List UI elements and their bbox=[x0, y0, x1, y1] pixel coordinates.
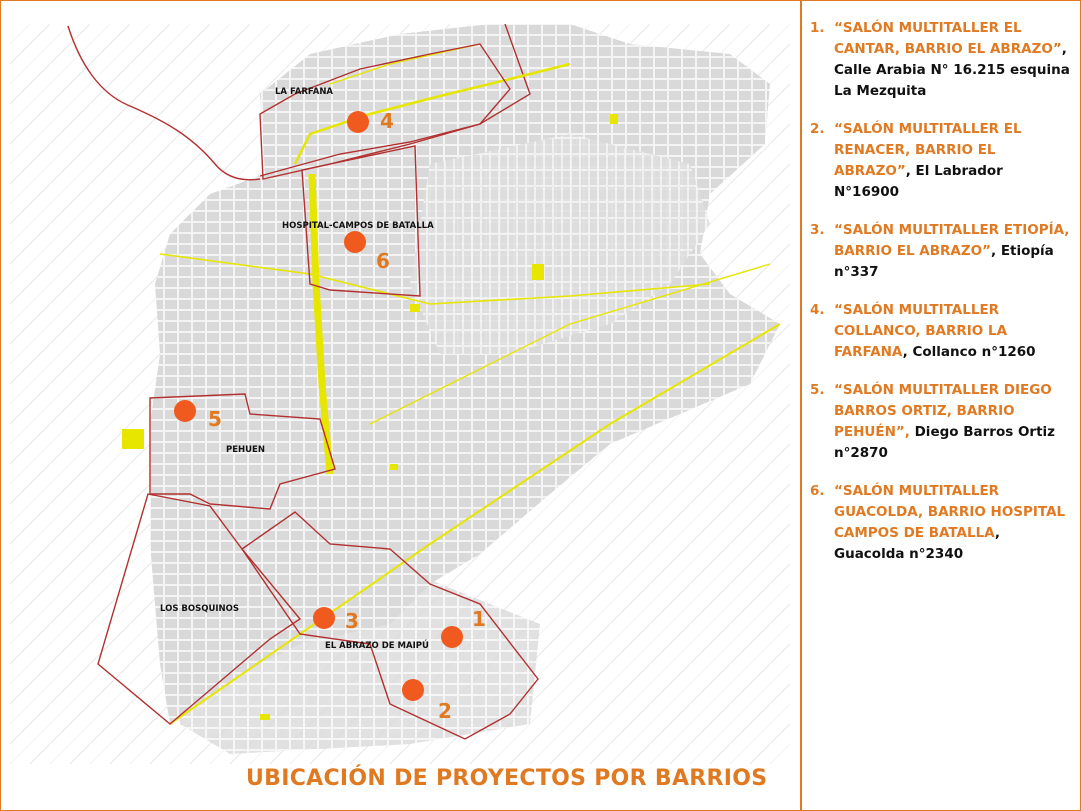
project-legend bbox=[810, 18, 1072, 582]
marker-dot bbox=[441, 626, 463, 648]
map-area bbox=[10, 24, 790, 764]
marker-number: 1 bbox=[472, 607, 486, 631]
marker-dot bbox=[313, 607, 335, 629]
city-map bbox=[10, 24, 790, 764]
legend-text bbox=[834, 481, 1072, 565]
panel-divider bbox=[800, 0, 802, 811]
legend-project-name: “SALÓN MULTITALLER EL CANTAR, BARRIO EL ABRAZO” bbox=[834, 20, 1062, 57]
park-1 bbox=[122, 429, 144, 449]
legend-project-name: “SALÓN MULTITALLER DIEGO BARROS ORTIZ, BARRIO PEHUÉN”, bbox=[834, 382, 1052, 440]
park-5 bbox=[610, 114, 618, 124]
park-2 bbox=[532, 264, 544, 280]
barrio-label-la-farfana: LA FARFANA bbox=[275, 87, 334, 97]
legend-item-2 bbox=[810, 119, 1072, 203]
legend-text bbox=[834, 300, 1072, 363]
legend-item-5 bbox=[810, 380, 1072, 464]
marker-dot bbox=[347, 111, 369, 133]
legend-item-4 bbox=[810, 300, 1072, 363]
legend-address: , Collanco n°1260 bbox=[902, 344, 1036, 360]
marker-dot bbox=[344, 231, 366, 253]
legend-number: 5. bbox=[810, 382, 825, 398]
legend-address: , El Labrador N°16900 bbox=[834, 163, 1003, 200]
legend-number: 3. bbox=[810, 222, 825, 238]
legend-number: 6. bbox=[810, 483, 825, 499]
legend-number: 2. bbox=[810, 121, 825, 137]
legend-text bbox=[834, 119, 1072, 203]
marker-dot bbox=[402, 679, 424, 701]
marker-dot bbox=[174, 400, 196, 422]
legend-address: , Guacolda n°2340 bbox=[834, 525, 1001, 562]
marker-number: 5 bbox=[208, 407, 222, 431]
legend-text bbox=[834, 220, 1072, 283]
map-title: UBICACIÓN DE PROYECTOS POR BARRIOS bbox=[246, 766, 768, 791]
legend-project-name: “SALÓN MULTITALLER COLLANCO, BARRIO LA FARFANA bbox=[834, 302, 1008, 360]
legend-text bbox=[834, 380, 1072, 464]
legend-text bbox=[834, 18, 1072, 102]
legend-address: , Etiopía n°337 bbox=[834, 243, 1054, 280]
legend-address: Diego Barros Ortiz n°2870 bbox=[834, 424, 1056, 461]
barrio-label-pehuen: PEHUEN bbox=[226, 445, 265, 455]
park-6 bbox=[260, 714, 270, 720]
legend-address: , Calle Arabia N° 16.215 esquina La Mezquita bbox=[834, 41, 1070, 99]
marker-number: 2 bbox=[438, 699, 452, 723]
barrio-label-el-abrazo: EL ABRAZO DE MAIPÚ bbox=[325, 641, 429, 651]
barrio-label-los-bosquinos: LOS BOSQUINOS bbox=[160, 604, 239, 614]
barrio-label-hospital: HOSPITAL-CAMPOS DE BATALLA bbox=[282, 221, 434, 231]
legend-item-1 bbox=[810, 18, 1072, 102]
legend-project-name: “SALÓN MULTITALLER GUACOLDA, BARRIO HOSPITAL CAMPOS DE BATALLA bbox=[834, 483, 1066, 541]
marker-number: 3 bbox=[345, 609, 359, 633]
marker-number: 4 bbox=[380, 109, 394, 133]
legend-number: 4. bbox=[810, 302, 825, 318]
legend-project-name: “SALÓN MULTITALLER EL RENACER, BARRIO EL ABRAZO” bbox=[834, 121, 1022, 179]
park-3 bbox=[410, 304, 420, 312]
legend-item-6 bbox=[810, 481, 1072, 565]
park-4 bbox=[390, 464, 398, 470]
marker-number: 6 bbox=[376, 249, 390, 273]
legend-item-3 bbox=[810, 220, 1072, 283]
legend-project-name: “SALÓN MULTITALLER ETIOPÍA, BARRIO EL ABRAZO” bbox=[834, 222, 1070, 259]
legend-number: 1. bbox=[810, 20, 825, 36]
